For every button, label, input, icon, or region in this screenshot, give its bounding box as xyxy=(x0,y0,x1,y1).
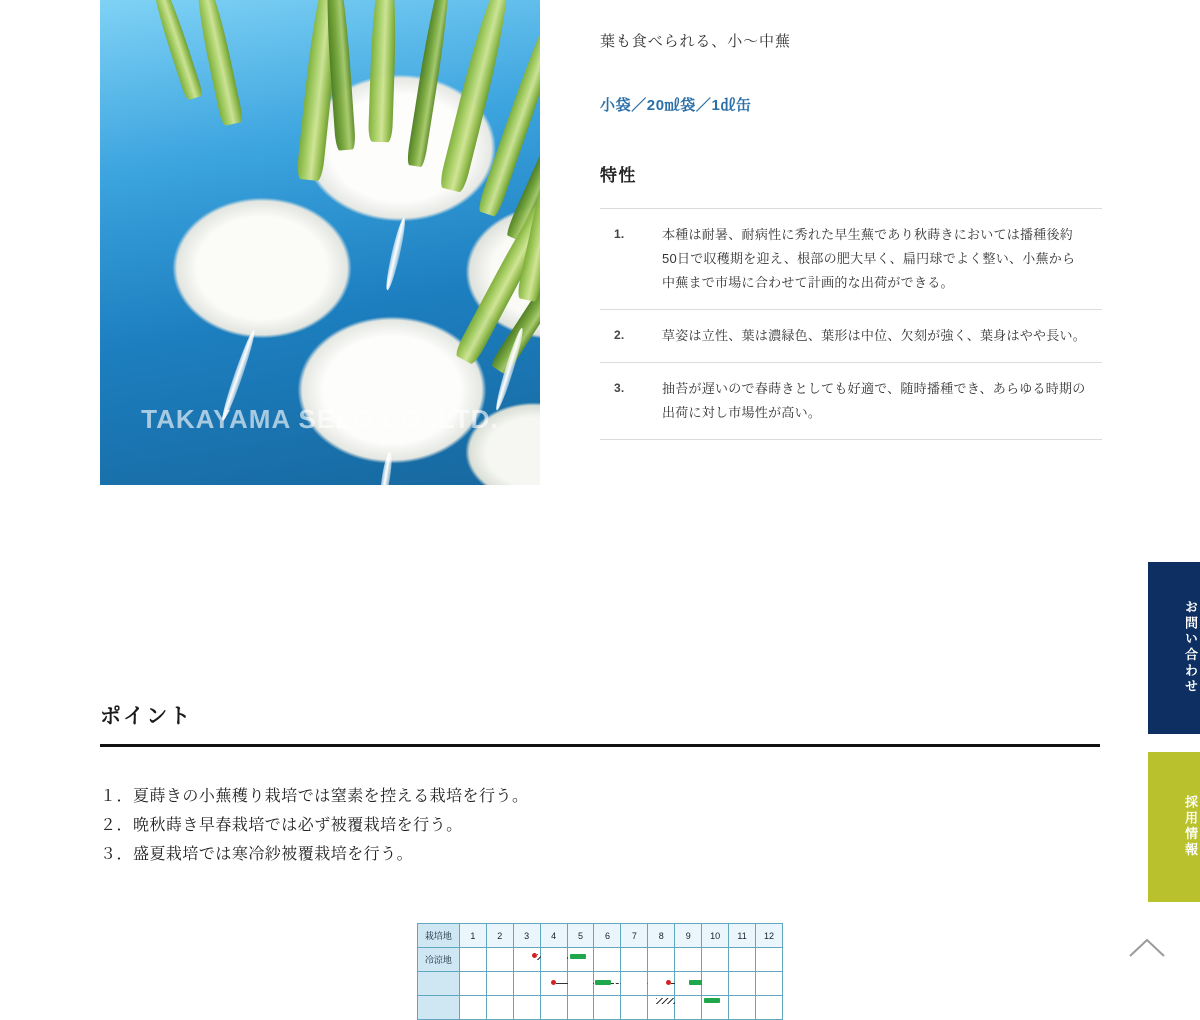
calendar-cell xyxy=(621,972,648,996)
calendar-cell xyxy=(702,948,729,972)
calendar-header-month-12: 12 xyxy=(756,924,783,948)
calendar-cell xyxy=(594,948,621,972)
calendar-header-month-11: 11 xyxy=(729,924,756,948)
calendar-cell xyxy=(459,948,486,972)
floating-side-tabs xyxy=(1148,562,1200,902)
calendar-header-month-9: 9 xyxy=(675,924,702,948)
feature-text: 草姿は立性、葉は濃緑色、葉形は中位、欠刻が強く、葉身はやや長い。 xyxy=(662,328,1087,344)
calendar-header-month-2: 2 xyxy=(486,924,513,948)
calendar-cell xyxy=(648,996,675,1020)
calendar-cell xyxy=(729,948,756,972)
list-item: １．夏蒔きの小蕪穫り栽培では窒素を控える栽培を行う。 xyxy=(100,788,529,805)
product-packaging: 小袋／20㎖袋／1㎗缶 xyxy=(600,97,752,114)
leaf-stem xyxy=(147,0,204,101)
point-heading: ポイント xyxy=(100,705,193,728)
side-tab-contact[interactable]: お問い合わせ xyxy=(1148,562,1200,734)
calendar-cell xyxy=(648,972,675,996)
table-row xyxy=(418,996,783,1020)
calendar-cell xyxy=(729,996,756,1020)
calendar-cell xyxy=(594,996,621,1020)
product-photo xyxy=(100,0,540,485)
calendar-header-month-10: 10 xyxy=(702,924,729,948)
calendar-cell xyxy=(459,972,486,996)
feature-text: 本種は耐暑、耐病性に秀れた早生蕪であり秋蒔きにおいては播種後約50日で収穫期を迎え、根部の肥大早く、扁円球でよく整い、小蕪から中蕪まで市場に合わせて計画的な出荷ができる。 xyxy=(662,227,1076,291)
calendar-cell xyxy=(675,996,702,1020)
table-row xyxy=(600,209,1102,310)
calendar-cell xyxy=(594,972,621,996)
calendar-header-month-6: 6 xyxy=(594,924,621,948)
point-section xyxy=(100,700,1100,869)
calendar-cell xyxy=(459,996,486,1020)
calendar-region-label xyxy=(418,996,460,1020)
calendar-header-region: 栽培地 xyxy=(418,924,460,948)
side-tab-recruit[interactable]: 採用情報 xyxy=(1148,752,1200,902)
calendar-cell xyxy=(756,948,783,972)
feature-text: 抽苔が遅いので春蒔きとしても好適で、随時播種でき、あらゆる時期の出荷に対し市場性が高い。 xyxy=(662,381,1086,421)
table-row xyxy=(418,972,783,996)
product-info xyxy=(600,0,1100,440)
calendar-region-label: 冷涼地 xyxy=(418,948,460,972)
calendar-region-label xyxy=(418,972,460,996)
calendar-cell xyxy=(702,996,729,1020)
calendar-cell xyxy=(621,996,648,1020)
leaf-stem xyxy=(191,0,244,126)
calendar-cell xyxy=(486,948,513,972)
harvest-bar xyxy=(570,954,586,959)
calendar-cell xyxy=(675,972,702,996)
calendar-cell xyxy=(540,996,567,1020)
calendar-cell xyxy=(513,948,540,972)
calendar-cell xyxy=(567,972,594,996)
calendar-header-month-7: 7 xyxy=(621,924,648,948)
harvest-bar xyxy=(595,980,611,985)
calendar-header-month-3: 3 xyxy=(513,924,540,948)
point-list xyxy=(100,783,1100,869)
calendar-cell xyxy=(513,996,540,1020)
calendar-cell xyxy=(675,948,702,972)
feature-number: 2. xyxy=(614,328,625,343)
leaf-stem xyxy=(368,0,398,142)
harvest-bar xyxy=(704,998,720,1003)
calendar-cell xyxy=(513,972,540,996)
calendar-cell xyxy=(621,948,648,972)
calendar-cell xyxy=(486,996,513,1020)
features-table xyxy=(600,208,1102,440)
table-row xyxy=(600,363,1102,440)
leaf-stem xyxy=(406,0,454,167)
calendar-cell xyxy=(540,948,567,972)
scroll-to-top-button[interactable] xyxy=(1126,930,1168,972)
calendar-header-month-8: 8 xyxy=(648,924,675,948)
table-row xyxy=(600,310,1102,363)
calendar-cell xyxy=(486,972,513,996)
feature-number: 3. xyxy=(614,381,625,396)
calendar-cell xyxy=(567,996,594,1020)
table-row xyxy=(418,924,783,948)
feature-number: 1. xyxy=(614,227,625,241)
calendar-cell xyxy=(540,972,567,996)
turnip-root xyxy=(383,217,407,291)
calendar-header-month-4: 4 xyxy=(540,924,567,948)
calendar-cell xyxy=(729,972,756,996)
table-row xyxy=(418,948,783,972)
calendar-cell xyxy=(567,948,594,972)
calendar-cell xyxy=(648,948,675,972)
sowing-calendar xyxy=(417,923,783,1020)
calendar-cell xyxy=(756,996,783,1020)
calendar-cell xyxy=(702,972,729,996)
calendar-header-month-1: 1 xyxy=(459,924,486,948)
features-title: 特性 xyxy=(600,166,637,185)
turnip-root xyxy=(378,451,394,485)
photo-watermark: TAKAYAMA SEED CO.,LTD. xyxy=(141,404,499,434)
product-subtitle: 葉も食べられる、小〜中蕪 xyxy=(600,33,791,50)
section-divider xyxy=(100,744,1100,747)
chevron-up-icon xyxy=(1126,930,1168,972)
calendar-header-month-5: 5 xyxy=(567,924,594,948)
calendar-cell xyxy=(756,972,783,996)
list-item: ３．盛夏栽培では寒冷紗被覆栽培を行う。 xyxy=(100,845,414,863)
list-item: ２．晩秋蒔き早春栽培では必ず被覆栽培を行う。 xyxy=(100,816,463,834)
calendar-table xyxy=(417,923,783,1020)
